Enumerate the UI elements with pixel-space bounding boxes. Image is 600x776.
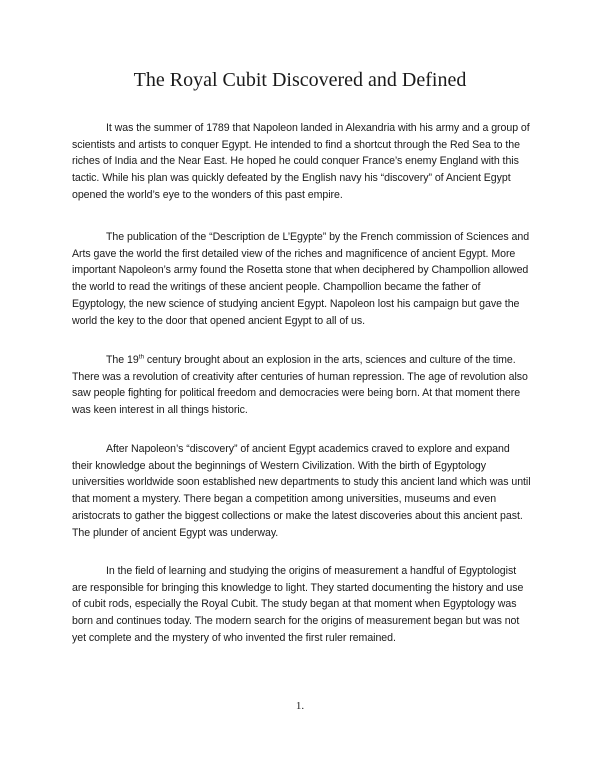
paragraph-19th-century-rest: century brought about an explosion in the arts, sciences and culture of the time. There was a revolution of creativity after centuries of human repression. The age of revolution also saw people fighting for political freedom and democracies were being born. At that moment there was keen interest in all things historic. <box>72 354 528 417</box>
page-number: 1. <box>295 700 305 712</box>
page-title: The Royal Cubit Discovered and Defined <box>133 69 467 91</box>
paragraph-description-de-legypte: The publication of the “Description de L’Egypte” by the French commission of Sciences and Arts gave the world the first detailed view of the riches and magnificence of ancient Egypt. More important Napoleon’s army found the Rosetta stone that when deciphered by Champollion allowed the world to read the writings of these ancient people. Champollion became the father of Egyptology, the new science of studying ancient Egypt. Napoleon lost his campaign but gave the world the key to the door that opened ancient Egypt to all of us. <box>72 231 530 327</box>
paragraph-19th-century-start: The 19 <box>106 354 139 366</box>
ordinal-superscript: th <box>138 353 145 361</box>
paragraph-19th-century <box>72 352 532 419</box>
paragraph-napoleon-landing: It was the summer of 1789 that Napoleon landed in Alexandria with his army and a group of scientists and artists to conquer Egypt. He intended to find a shortcut through the Red Sea to the riches of India and the Near East. He hoped he could conquer France’s enemy England with this tactic. While his plan was quickly defeated by the English navy his “discovery” of Ancient Egypt opened the world’s eye to the wonders of this past empire. <box>72 122 530 201</box>
paragraph-academics-egyptology: After Napoleon’s “discovery” of ancient Egypt academics craved to explore and expand their knowledge about the beginnings of Western Civilization. With the birth of Egyptology universities worldwide soon established new departments to study this ancient land which was until that moment a mystery. There began a competition among universities, museums and even aristocrats to gather the biggest collections or make the latest discoveries about this ancient past. The plunder of ancient Egypt was underway. <box>72 443 531 539</box>
paragraph-origins-of-measurement: In the field of learning and studying the origins of measurement a handful of Egyptologist are responsible for bringing this knowledge to light. They started documenting the history and use of cubit rods, especially the Royal Cubit. The study began at that moment when Egyptology was born and continues today. The modern search for the origins of measurement began but was not yet complete and the mystery of who invented the first ruler remained. <box>72 565 524 644</box>
